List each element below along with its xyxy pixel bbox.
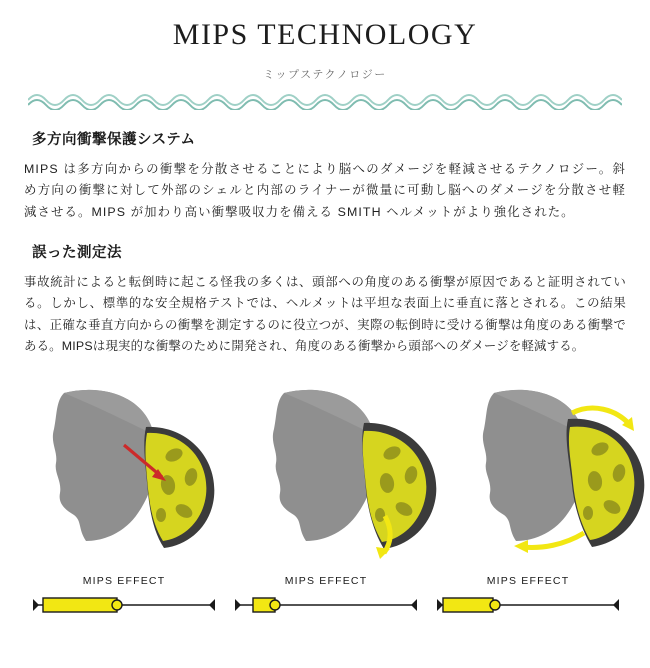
head-profile <box>273 390 376 541</box>
document-page <box>0 18 650 668</box>
caption-label-2: MIPS EFFECT <box>284 575 368 588</box>
document-content <box>0 128 650 633</box>
effect-bar-3 <box>428 593 628 619</box>
figure-impact-straight <box>34 373 234 573</box>
section-body-wrong-measurement: 事故統計によると転倒時に起こる怪我の多くは、頭部への角度のある衝撃が原因であると証明されている。しかし、標準的な安全規格テストでは、ヘルメットは平坦な表面上に垂直に落とされる。この結果は、正確な垂直方向からの衝撃を測定するのに役立つが、実際の転倒時に受ける衝撃は角度のある衝撃である。MIPSは現実的な衝撃のために開発され、角度のある衝撃から頭部へのダメージを軽減する。 <box>24 274 626 353</box>
caption-label-3: MIPS EFFECT <box>486 575 570 588</box>
caption-block-2 <box>226 575 426 619</box>
head-profile <box>53 390 156 541</box>
section-heading-wrong-measurement: 誤った測定法 <box>32 244 122 261</box>
wave-divider <box>28 94 622 110</box>
page-subtitle: ミップステクノロジー <box>263 69 387 81</box>
caption-block-3 <box>428 575 628 619</box>
caption-block-1 <box>24 575 224 619</box>
section-body-mips-system: MIPS は多方向からの衝撃を分散させることにより脳へのダメージを軽減させるテクノロジー。斜め方向の衝撃に対して外部のシェルと内部のライナーが微量に可動し脳へのダメージを分散させ軽減させる。MIPS が加わり高い衝撃吸収力を備える SMITH ヘルメットがより強化された。 <box>24 162 626 219</box>
figure-rotation-down <box>254 373 454 573</box>
page-title: MIPS TECHNOLOGY <box>172 18 478 51</box>
effect-bar-1 <box>24 593 224 619</box>
figure-row <box>24 373 626 573</box>
caption-row <box>24 575 626 633</box>
effect-bar-2 <box>226 593 426 619</box>
section-heading-mips-system: 多方向衝撃保護システム <box>32 132 196 148</box>
figure-rotation-left <box>464 373 650 573</box>
caption-label-1: MIPS EFFECT <box>82 575 166 588</box>
